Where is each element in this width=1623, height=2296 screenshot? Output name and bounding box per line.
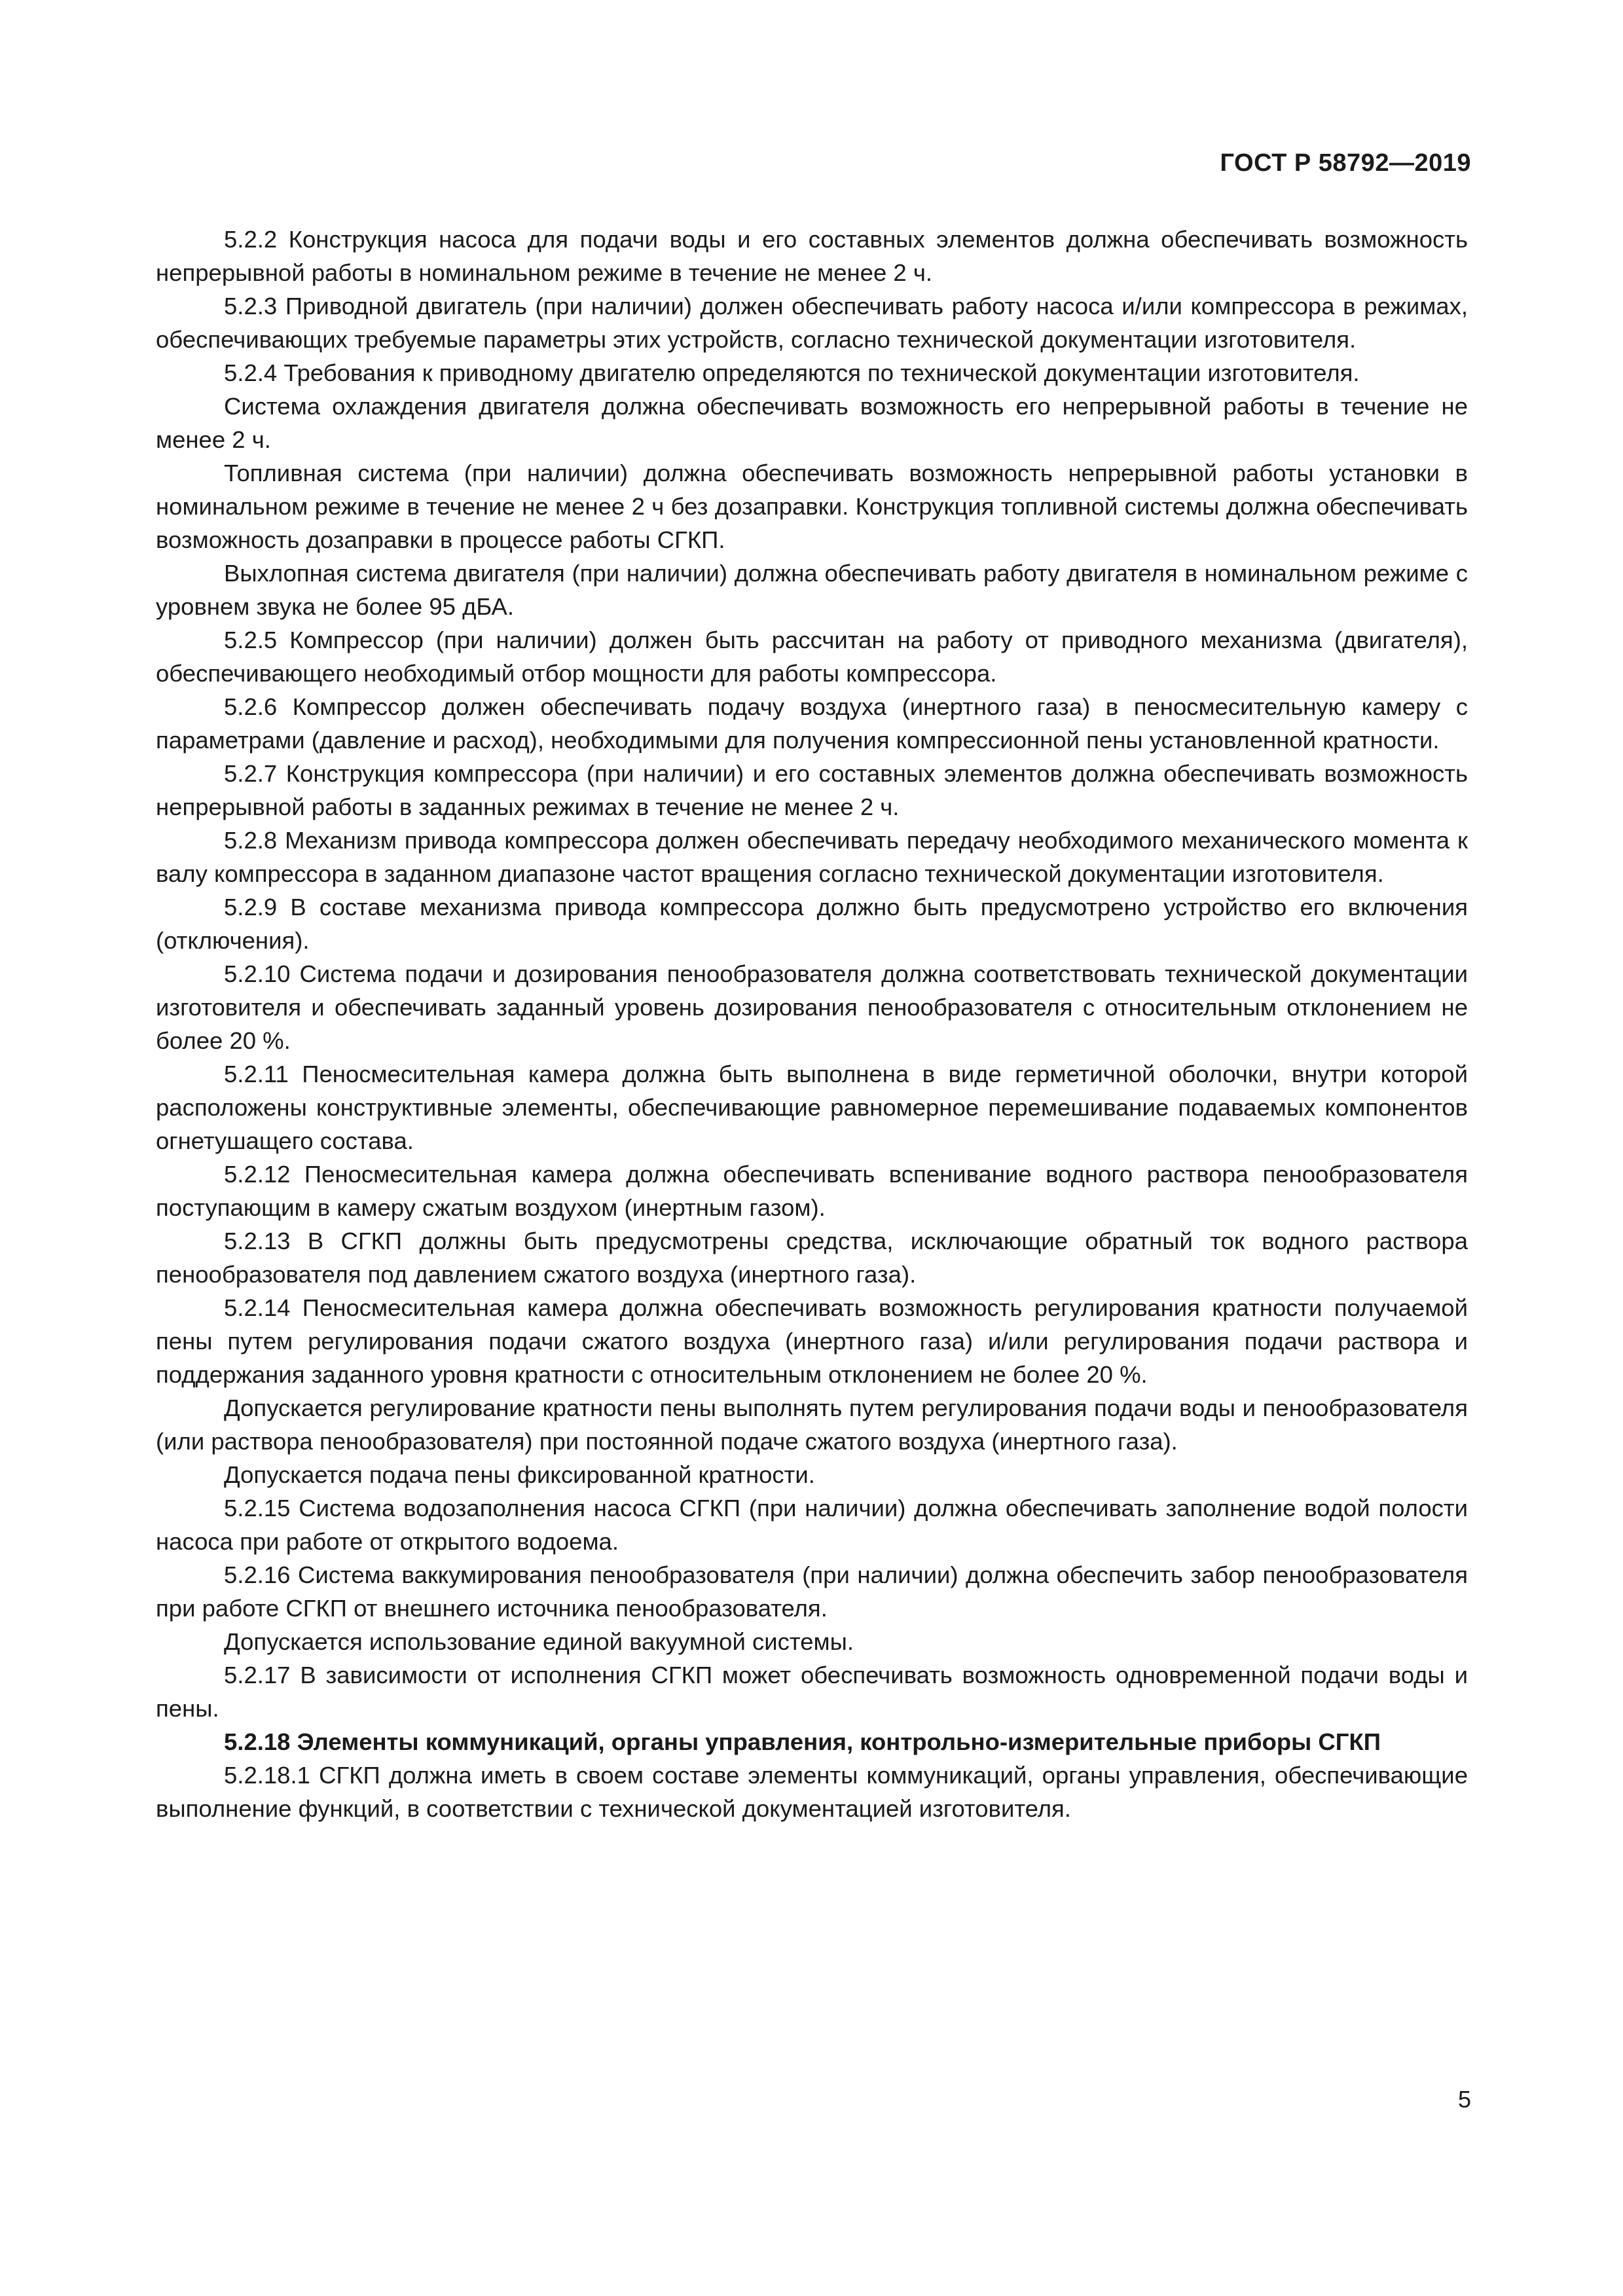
paragraph: 5.2.12 Пеносмесительная камера должна обеспечивать вспенивание водного раствора пенообразователя поступающим в камеру сжатым воздухом (инертным газом).: [156, 1161, 1468, 1221]
paragraph: 5.2.2 Конструкция насоса для подачи воды и его составных элементов должна обеспечивать возможность непрерывной работы в номинальном режиме в течение не менее 2 ч.: [156, 226, 1468, 286]
paragraph: Система охлаждения двигателя должна обеспечивать возможность его непрерывной работы в течение не менее 2 ч.: [156, 393, 1468, 453]
paragraph: Топливная система (при наличии) должна обеспечивать возможность непрерывной работы установки в номинальном режиме в течение не менее 2 ч без дозаправки. Конструкция топливной системы должна обеспечивать возможность дозаправки в процессе работы СГКП.: [156, 460, 1468, 553]
paragraph: Выхлопная система двигателя (при наличии) должна обеспечивать работу двигателя в номинальном режиме с уровнем звука не более 95 дБА.: [156, 560, 1468, 620]
paragraph: Допускается регулирование кратности пены выполнять путем регулирования подачи воды и пенообразователя (или раствора пенообразователя) при постоянной подаче сжатого воздуха (инертного газа).: [156, 1394, 1468, 1455]
paragraph: 5.2.17 В зависимости от исполнения СГКП может обеспечивать возможность одновременной подачи воды и пены.: [156, 1662, 1468, 1722]
paragraph: 5.2.11 Пеносмесительная камера должна быть выполнена в виде герметичной оболочки, внутри которой расположены конструктивные элементы, обеспечивающие равномерное перемешивание подаваемых компонентов огнетушащего состава.: [156, 1061, 1468, 1154]
paragraph: 5.2.13 В СГКП должны быть предусмотрены средства, исключающие обратный ток водного раствора пенообразователя под давлением сжатого воздуха (инертного газа).: [156, 1228, 1468, 1288]
paragraph: 5.2.6 Компрессор должен обеспечивать подачу воздуха (инертного газа) в пеносмесительную камеру с параметрами (давление и расход), необходимыми для получения компрессионной пены установленной кратности.: [156, 693, 1468, 754]
paragraph: 5.2.3 Приводной двигатель (при наличии) должен обеспечивать работу насоса и/или компрессора в режимах, обеспечивающих требуемые параметры этих устройств, согласно технической документации изготовителя.: [156, 293, 1468, 353]
page-number: 5: [1457, 2086, 1471, 2113]
document-body: [156, 223, 1468, 1825]
paragraph: Допускается использование единой вакуумной системы.: [224, 1628, 854, 1655]
paragraph: Допускается подача пены фиксированной кратности.: [224, 1461, 815, 1488]
paragraph: 5.2.18.1 СГКП должна иметь в своем составе элементы коммуникаций, органы управления, обеспечивающие выполнение функций, в соответствии с технической документацией изготовителя.: [156, 1762, 1468, 1822]
paragraph: 5.2.16 Система ваккумирования пенообразователя (при наличии) должна обеспечить забор пенообразователя при работе СГКП от внешнего источника пенообразователя.: [156, 1561, 1468, 1622]
paragraph: 5.2.15 Система водозаполнения насоса СГКП (при наличии) должна обеспечивать заполнение водой полости насоса при работе от открытого водоема.: [156, 1495, 1468, 1555]
paragraph: 5.2.8 Механизм привода компрессора должен обеспечивать передачу необходимого механического момента к валу компрессора в заданном диапазоне частот вращения согласно технической документации изготовителя.: [156, 827, 1468, 887]
section-heading: 5.2.18 Элементы коммуникаций, органы управления, контрольно-измерительные приборы СГКП: [224, 1728, 1381, 1755]
paragraph: 5.2.14 Пеносмесительная камера должна обеспечивать возможность регулирования кратности получаемой пены путем регулирования подачи сжатого воздуха (инертного газа) и/или регулирования подачи раствора и поддержания заданного уровня кратности с относительным отклонением не более 20 %.: [156, 1294, 1468, 1388]
paragraph: 5.2.5 Компрессор (при наличии) должен быть рассчитан на работу от приводного механизма (двигателя), обеспечивающего необходимый отбор мощности для работы компрессора.: [156, 627, 1468, 687]
paragraph: 5.2.9 В составе механизма привода компрессора должно быть предусмотрено устройство его включения (отключения).: [156, 894, 1468, 954]
paragraph: 5.2.7 Конструкция компрессора (при наличии) и его составных элементов должна обеспечивать возможность непрерывной работы в заданных режимах в течение не менее 2 ч.: [156, 760, 1468, 820]
paragraph: 5.2.10 Система подачи и дозирования пенообразователя должна соответствовать технической документации изготовителя и обеспечивать заданный уровень дозирования пенообразователя с относительным отклонением не более 20 %.: [156, 960, 1468, 1054]
paragraph: 5.2.4 Требования к приводному двигателю определяются по технической документации изготовителя.: [224, 359, 1360, 386]
document-header: ГОСТ Р 58792—2019: [1220, 149, 1471, 177]
